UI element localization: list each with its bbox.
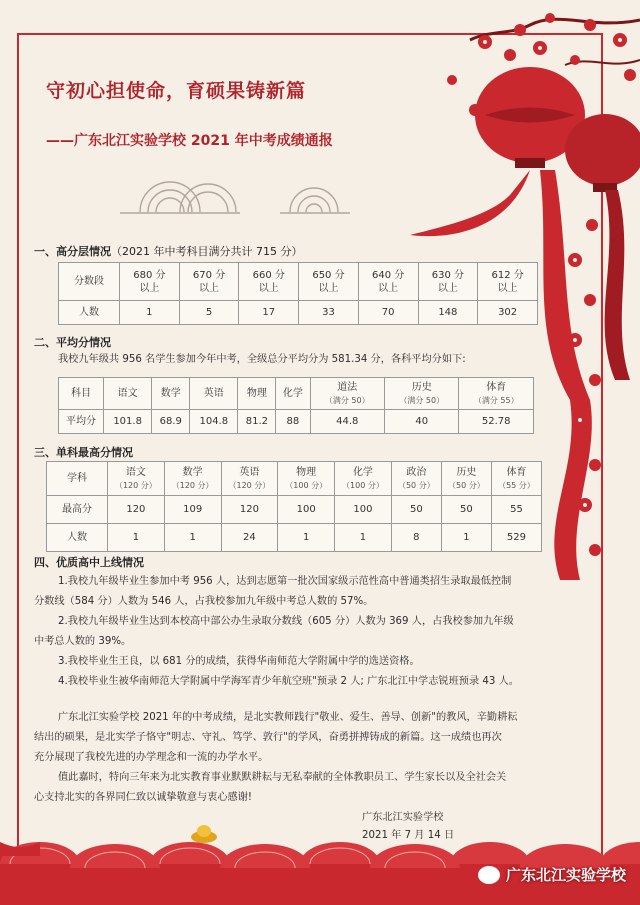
count-cell: [358, 301, 418, 325]
subject-cell-text: 体育: [486, 381, 507, 393]
subject-cell-text: 英语: [203, 388, 224, 399]
closing-line: 充分展现了我校先进的办学理念和一流的办学水平。: [34, 752, 269, 763]
section1-title: 一、高分层情况: [34, 245, 111, 258]
high-score-table: [58, 262, 538, 325]
score-bracket-cell: [358, 263, 418, 301]
score-bracket-cell-subtext: 以上: [199, 282, 220, 294]
top-score-cell-text: 55: [510, 504, 523, 515]
average-cell: [384, 410, 458, 434]
subject-cell-text: 物理: [296, 466, 317, 478]
average-cell-text: 81.2: [245, 416, 268, 427]
top-score-cell: [164, 496, 221, 524]
top-score-cell: [491, 496, 541, 524]
subject-cell-text: 政治: [406, 466, 427, 478]
page-subtitle: ——广东北江实验学校 2021 年中考成绩通报: [46, 133, 333, 149]
average-cell-text: 104.8: [199, 416, 229, 427]
score-bracket-cell-subtext: 以上: [497, 282, 518, 294]
subject-cell: [391, 462, 441, 496]
section4-list: [34, 572, 594, 692]
subject-cell: [278, 462, 335, 496]
date: 2021 年 7 月 14 日: [362, 830, 455, 841]
top-count-cell: [278, 524, 335, 552]
score-bracket-cell-text: 660 分: [252, 269, 285, 281]
top-count-cell-text: 1: [359, 532, 367, 543]
subject-cell: [459, 378, 534, 410]
average-cell-text: 44.8: [336, 416, 359, 427]
subject-cell: [384, 378, 458, 410]
table-row-label: 分数段: [59, 263, 120, 301]
top-score-cell: [335, 496, 392, 524]
subject-cell-subtext: （50 分）: [397, 480, 435, 490]
score-bracket-cell-text: 640 分: [372, 269, 405, 281]
closing-line: 心支持北实的各界同仁致以诚挚敬意与衷心感谢!: [34, 792, 253, 803]
top-score-cell: [278, 496, 335, 524]
table-row-label: 学科: [47, 462, 108, 496]
subject-cell: [335, 462, 392, 496]
top-count-cell-text: 529: [506, 532, 526, 543]
subject-cell-text: 数学: [182, 466, 203, 478]
subject-cell: [108, 462, 165, 496]
list-item: 中考总人数的 39%。: [34, 636, 132, 647]
subject-cell-text: 物理: [246, 388, 267, 399]
score-bracket-cell-subtext: 以上: [258, 282, 279, 294]
subject-cell: [276, 378, 310, 410]
top-score-cell: [391, 496, 441, 524]
watermark: [478, 864, 626, 885]
top-score-cell-text: 100: [296, 504, 316, 515]
top-count-cell: [164, 524, 221, 552]
subject-cell-subtext: （120 分）: [228, 480, 271, 490]
count-cell-text: 5: [205, 307, 213, 318]
subject-cell-subtext: （120 分）: [171, 480, 214, 490]
subject-cell-subtext: （满分 50）: [399, 395, 445, 405]
top-count-cell-text: 1: [132, 532, 140, 543]
average-cell-text: 52.78: [481, 416, 511, 427]
average-cell: [459, 410, 534, 434]
subject-cell-subtext: （100 分）: [285, 480, 328, 490]
score-bracket-cell-subtext: 以上: [318, 282, 339, 294]
average-score-table: [58, 377, 534, 434]
subject-cell-text: 语文: [125, 466, 146, 478]
section2-intro: 我校九年级共 956 名学生参加今年中考，全级总分平均分为 581.34 分，各科平均分如下:: [58, 354, 466, 365]
top-count-cell-text: 24: [243, 532, 256, 543]
section4-heading: 四、优质高中上线情况: [34, 556, 144, 569]
subject-cell-subtext: （50 分）: [448, 480, 485, 490]
subject-cell-text: 历史: [411, 381, 432, 393]
top-score-cell-text: 50: [460, 504, 473, 515]
subject-cell-subtext: （满分 50）: [324, 395, 370, 405]
watermark-text: 广东北江实验学校: [505, 866, 626, 884]
subject-cell-text: 道法: [337, 381, 358, 393]
average-cell-text: 68.9: [159, 416, 182, 427]
section1-heading: [34, 243, 302, 259]
subject-cell-text: 历史: [456, 466, 477, 478]
top-score-cell-text: 100: [353, 504, 373, 515]
average-cell: [310, 410, 384, 434]
top-score-table: [46, 461, 542, 552]
table-row-label: 人数: [59, 301, 120, 325]
top-count-cell: [108, 524, 165, 552]
score-bracket-cell-text: 650 分: [312, 269, 345, 281]
subject-cell-text: 语文: [117, 388, 138, 399]
average-cell: [152, 410, 190, 434]
score-bracket-cell: [120, 263, 180, 301]
score-bracket-cell-subtext: 以上: [378, 282, 399, 294]
score-bracket-cell-text: 670 分: [192, 269, 226, 281]
top-count-cell: [335, 524, 392, 552]
subject-cell: [164, 462, 221, 496]
count-cell-text: 148: [438, 307, 458, 318]
score-bracket-cell: [299, 263, 359, 301]
score-bracket-cell: [239, 263, 299, 301]
count-cell-text: 17: [262, 307, 276, 318]
top-score-cell-text: 120: [239, 504, 259, 515]
subject-cell: [238, 378, 276, 410]
top-count-cell-text: 1: [302, 532, 310, 543]
subject-cell-text: 数学: [160, 388, 181, 399]
section3-heading: 三、单科最高分情况: [34, 446, 133, 459]
score-bracket-cell: [179, 263, 239, 301]
count-cell-text: 1: [146, 307, 153, 318]
top-score-cell: [441, 496, 491, 524]
subject-cell-text: 英语: [239, 466, 260, 478]
list-item: 3.我校毕业生王良，以 681 分的成绩，获得华南师范大学附属中学的选送资格。: [58, 656, 420, 667]
count-cell: [299, 301, 359, 325]
count-cell-text: 302: [498, 307, 518, 318]
subject-cell-subtext: （55 分）: [498, 480, 535, 490]
average-cell: [276, 410, 310, 434]
table-row-label: 科目: [59, 378, 104, 410]
subject-cell: [491, 462, 541, 496]
top-count-cell: [221, 524, 278, 552]
score-bracket-cell-subtext: 以上: [139, 282, 160, 294]
top-score-cell-text: 50: [409, 504, 423, 515]
count-cell-text: 33: [322, 307, 335, 318]
top-count-cell: [391, 524, 441, 552]
top-count-cell-text: 8: [413, 532, 420, 543]
count-cell: [418, 301, 478, 325]
section2-heading: 二、平均分情况: [34, 336, 111, 349]
subject-cell: [441, 462, 491, 496]
subject-cell-subtext: （满分 55）: [473, 395, 519, 405]
subject-cell-text: 体育: [506, 466, 527, 478]
subject-cell-subtext: （120 分）: [114, 480, 157, 490]
subject-cell-text: 化学: [282, 388, 303, 399]
average-cell-text: 40: [415, 416, 429, 427]
count-cell: [120, 301, 180, 325]
subject-cell-text: 化学: [352, 466, 373, 478]
table-row-label: 最高分: [47, 496, 108, 524]
score-bracket-cell-subtext: 以上: [437, 282, 458, 294]
gold-ingot-icon: [190, 822, 218, 844]
list-item: 4.我校毕业生被华南师范大学附属中学海军青少年航空班"预录 2 人; 广东北江中学志锐班预录 43 人。: [58, 676, 519, 687]
count-cell: [239, 301, 299, 325]
top-count-cell-text: 1: [463, 532, 470, 543]
score-bracket-cell-text: 680 分: [133, 269, 166, 281]
score-bracket-cell-text: 612 分: [491, 269, 524, 281]
average-cell: [104, 410, 152, 434]
list-item: 1.我校九年级毕业生参加中考 956 人，达到志愿第一批次国家级示范性高中普通类招生录取最低控制: [58, 576, 512, 587]
subject-cell: [190, 378, 238, 410]
table-row-label: 平均分: [59, 410, 104, 434]
top-count-cell: [491, 524, 541, 552]
count-cell-text: 70: [381, 307, 395, 318]
table-row-label: 人数: [47, 524, 108, 552]
count-cell: [179, 301, 239, 325]
page-title: 守初心担使命，育硕果铸新篇: [46, 80, 307, 102]
top-score-cell: [108, 496, 165, 524]
score-bracket-cell-text: 630 分: [431, 269, 464, 281]
average-cell: [190, 410, 238, 434]
list-item: 2.我校九年级毕业生达到本校高中部公办生录取分数线（605 分）人数为 369 人，占我校参加九年级: [58, 616, 514, 627]
average-cell-text: 88: [286, 416, 300, 427]
average-cell-text: 101.8: [113, 416, 142, 427]
score-bracket-cell: [418, 263, 478, 301]
count-cell: [478, 301, 538, 325]
subject-cell-subtext: （100 分）: [342, 480, 384, 490]
wechat-icon: [478, 866, 500, 884]
top-count-cell-text: 1: [189, 532, 196, 543]
subject-cell: [104, 378, 152, 410]
closing-line: 结出的硕果，是北实学子恪守"明志、守礼、笃学、敦行"的学风，奋勇拼搏铸成的新篇。这一成绩也再次: [34, 732, 502, 743]
top-count-cell: [441, 524, 491, 552]
average-cell: [238, 410, 276, 434]
subject-cell: [310, 378, 384, 410]
cloud-ornament-icon: [120, 172, 350, 220]
top-score-cell: [221, 496, 278, 524]
signature: 广东北江实验学校: [362, 812, 444, 823]
score-bracket-cell: [478, 263, 538, 301]
top-score-cell-text: 109: [183, 504, 203, 515]
list-item: 分数线（584 分）人数为 546 人，占我校参加九年级中考总人数的 57%。: [34, 596, 374, 607]
subject-cell: [221, 462, 278, 496]
subject-cell: [152, 378, 190, 410]
closing-paragraph: [34, 708, 594, 808]
closing-line: 广东北江实验学校 2021 年的中考成绩，是北实教师践行"敬业、爱生、善导、创新"的教风，辛勤耕耘: [58, 712, 518, 723]
section1-note: （2021 年中考科目满分共计 715 分）: [111, 245, 303, 258]
closing-line: 值此嘉时，特向三年来为北实教育事业默默耕耘与无私奉献的全体教职员工、学生家长以及全社会关: [58, 772, 507, 783]
top-score-cell-text: 120: [126, 504, 146, 515]
